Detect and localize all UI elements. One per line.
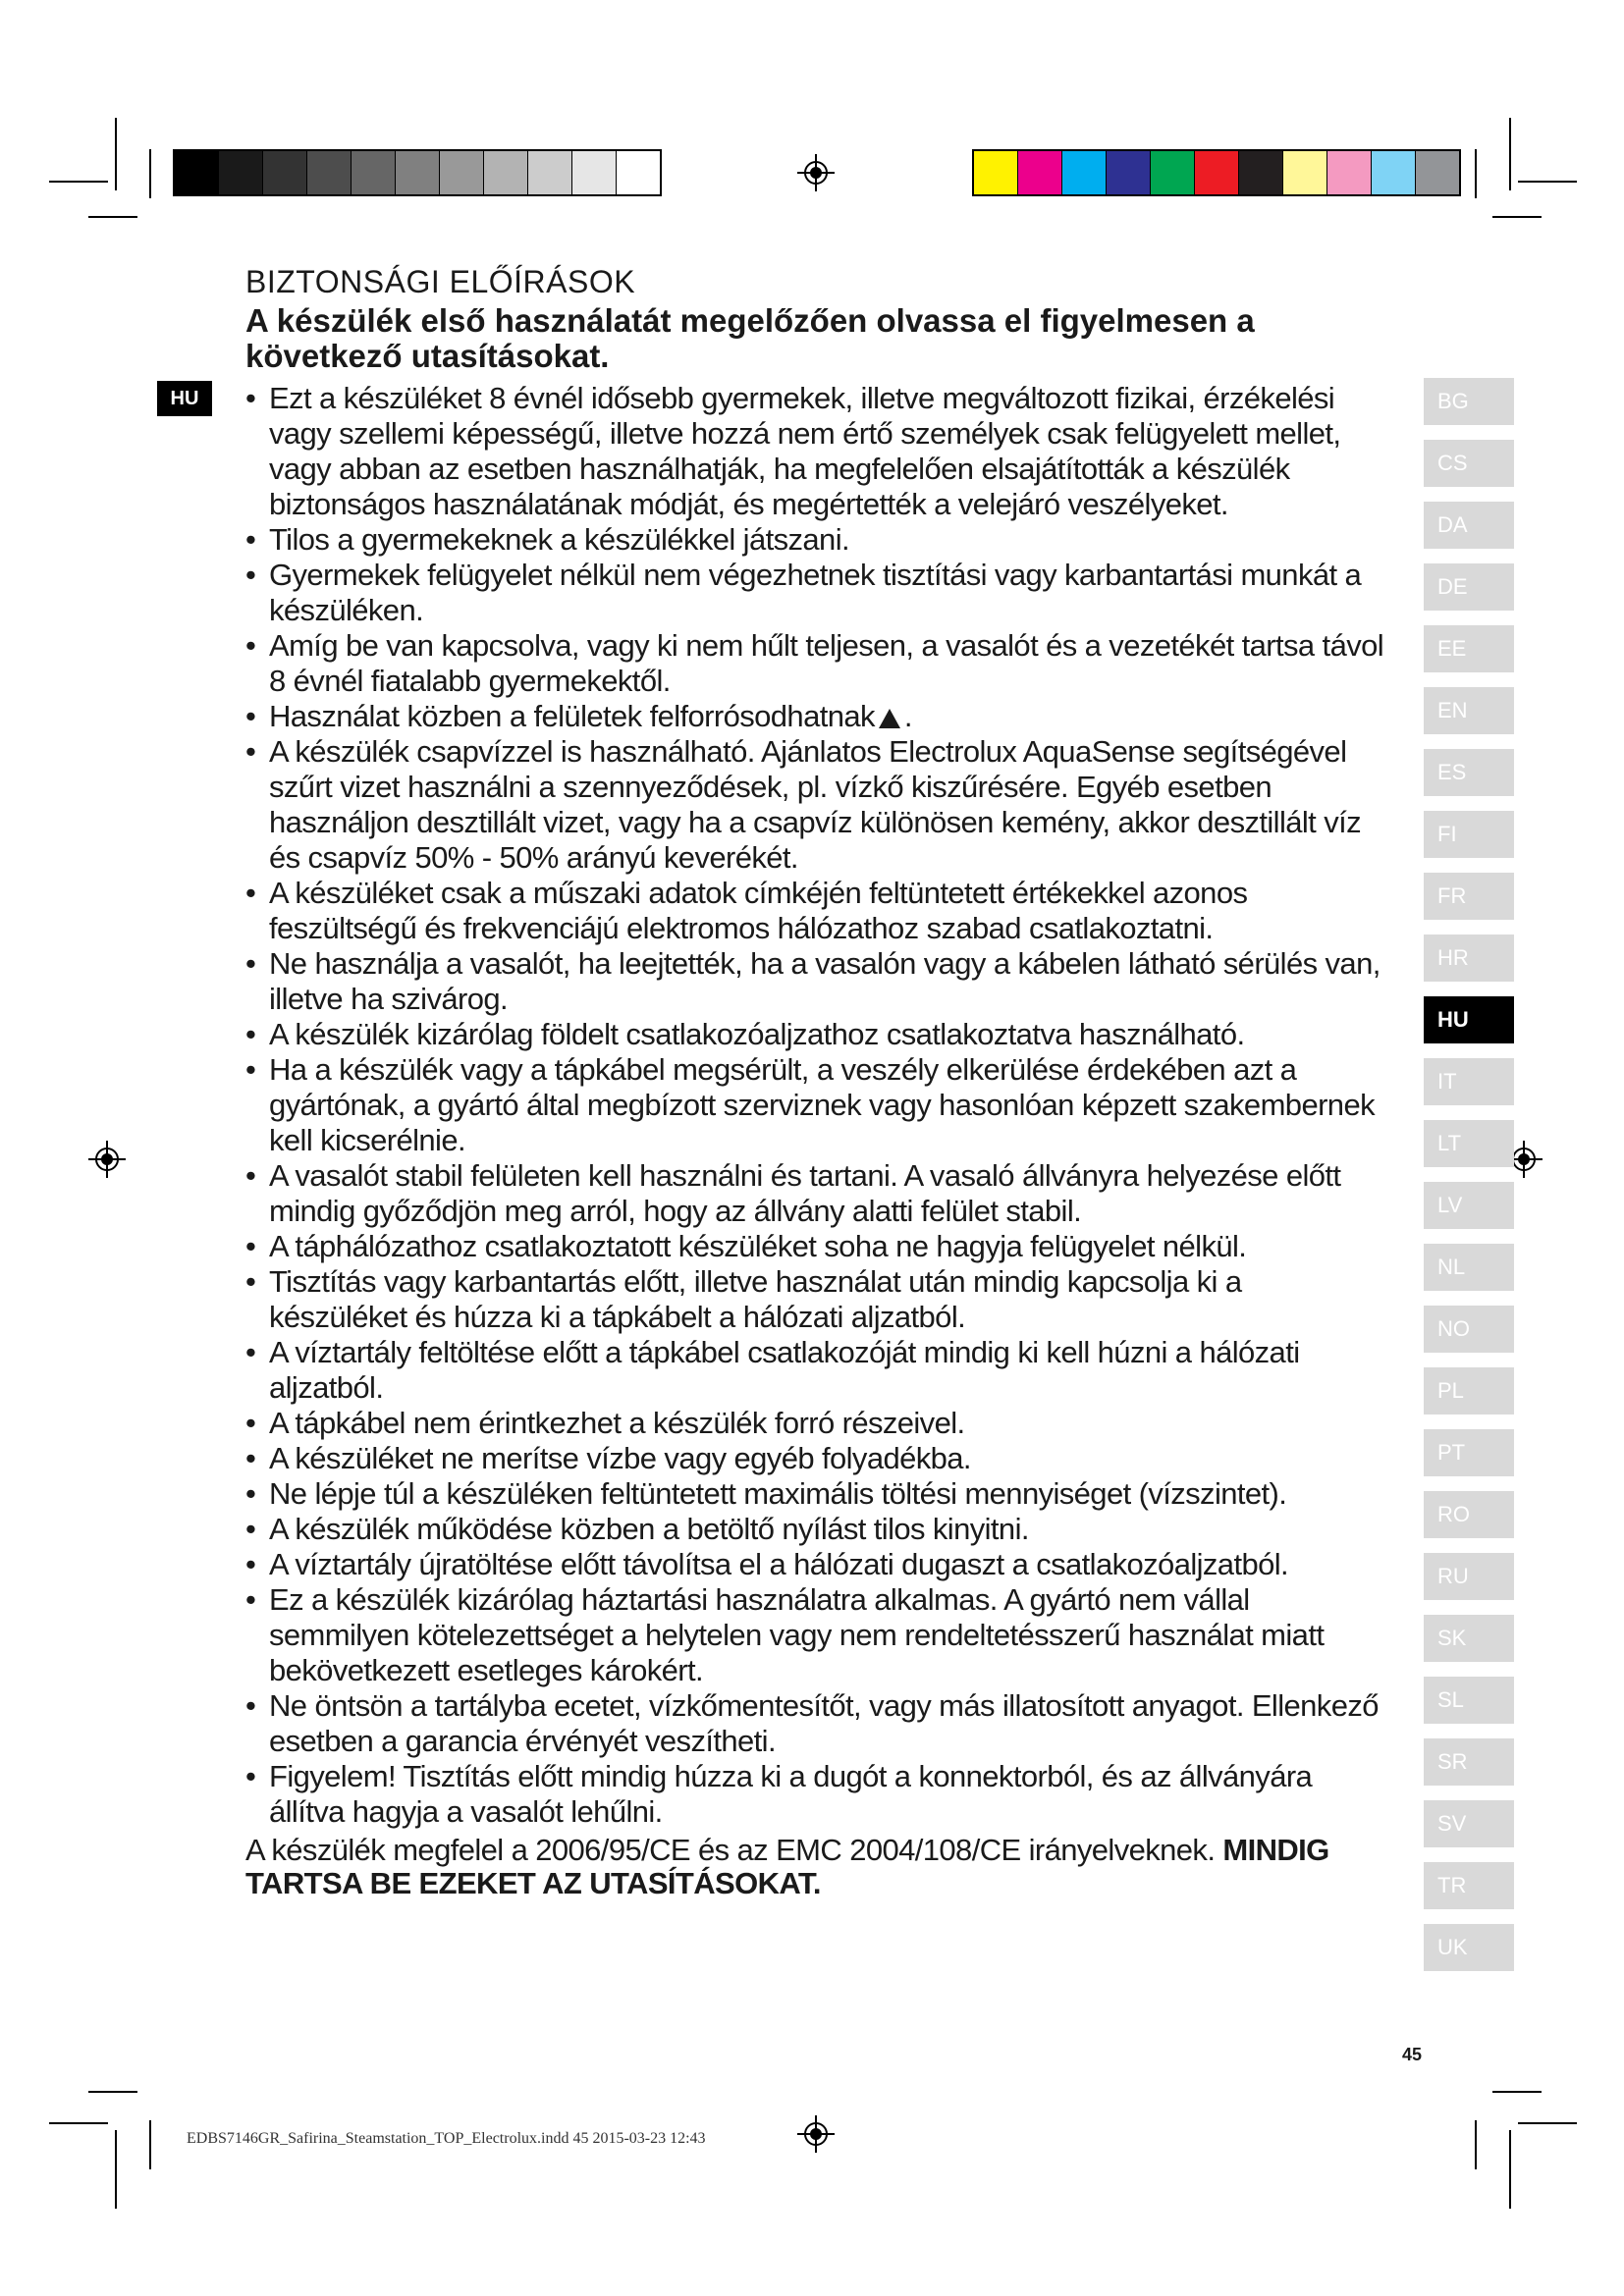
crop-mark (1475, 2120, 1477, 2169)
language-tab-hr: HR (1424, 934, 1514, 982)
bullet-mark: • (245, 627, 256, 663)
bullet-mark: • (245, 557, 256, 592)
crop-mark (1518, 181, 1577, 183)
safety-bullet (245, 1406, 1384, 1441)
bullet-mark: • (245, 1016, 256, 1051)
safety-bullet (245, 1264, 1384, 1335)
bullet-mark: • (245, 875, 256, 910)
bullet-mark: • (245, 1157, 256, 1193)
registration-mark-icon (88, 1141, 126, 1178)
safety-bullet (245, 1547, 1384, 1582)
language-tab-lt: LT (1424, 1120, 1514, 1167)
language-tab-pl: PL (1424, 1367, 1514, 1415)
language-tab-it: IT (1424, 1058, 1514, 1105)
crop-mark (88, 2091, 137, 2093)
language-tab-ee: EE (1424, 625, 1514, 672)
safety-bullet (245, 1052, 1384, 1158)
bullet-text: A tápkábel nem érintkezhet a készülék forró részeivel. (269, 1405, 965, 1440)
side-language-tag: HU (157, 381, 212, 416)
language-tab-tr: TR (1424, 1862, 1514, 1909)
language-tab-no: NO (1424, 1306, 1514, 1353)
color-swatch (1326, 151, 1371, 194)
crop-mark (49, 2122, 108, 2124)
crop-mark (115, 2130, 117, 2209)
safety-instructions-list (245, 381, 1384, 1830)
gray-swatch (616, 151, 660, 194)
bullet-text: Tilos a gyermekeknek a készülékkel játszani. (269, 521, 849, 557)
bullet-text: A táphálózathoz csatlakoztatott készüléket soha ne hagyja felügyelet nélkül. (269, 1228, 1247, 1263)
bullet-text: A készülék kizárólag földelt csatlakozóaljzathoz csatlakoztatva használható. (269, 1016, 1245, 1051)
color-calibration-bar (972, 149, 1461, 196)
language-tab-fr: FR (1424, 873, 1514, 920)
language-tab-sl: SL (1424, 1677, 1514, 1724)
bullet-text: A készülék csapvízzel is használható. Ajánlatos Electrolux AquaSense segítségével szűrt vizet használni a szennyeződések, pl. vízkő kiszűrésére. Egyéb esetben használjon desztillált vizet, vagy ha a csapvíz különösen kemény, akkor desztillált víz és csapvíz 50% - 50% arányú keverékét. (269, 733, 1362, 875)
bullet-mark: • (245, 521, 256, 557)
bullet-text: A vasalót stabil felületen kell használni és tartani. A vasaló állványra helyezése előtt mindig győződjön meg arról, hogy az állvány alatti felület stabil. (269, 1157, 1341, 1228)
bullet-mark: • (245, 733, 256, 769)
color-swatch (1194, 151, 1238, 194)
bullet-text: Gyermekek felügyelet nélkül nem végezhetnek tisztítási vagy karbantartási munkát a készüléken. (269, 557, 1362, 627)
page-number: 45 (1402, 2045, 1423, 2064)
compliance-text: A készülék megfelel a 2006/95/CE és az EMC 2004/108/CE irányelveknek. (245, 1832, 1223, 1867)
bullet-mark: • (245, 380, 256, 415)
safety-bullet (245, 1688, 1384, 1759)
language-tab-sk: SK (1424, 1615, 1514, 1662)
registration-mark-icon (797, 154, 835, 191)
gray-swatch (175, 151, 218, 194)
bullet-text: Tisztítás vagy karbantartás előtt, illetve használat után mindig kapcsolja ki a készüléket és húzza ki a tápkábelt a hálózati aljzatból. (269, 1263, 1242, 1334)
safety-bullet (245, 876, 1384, 946)
crop-mark (1509, 118, 1511, 190)
crop-mark (149, 149, 151, 198)
safety-bullet (245, 558, 1384, 628)
safety-bullet (245, 1158, 1384, 1229)
color-swatch (1371, 151, 1415, 194)
language-tab-sr: SR (1424, 1738, 1514, 1786)
bullet-mark: • (245, 1511, 256, 1546)
safety-bullet (245, 699, 1384, 734)
language-tab-da: DA (1424, 502, 1514, 549)
bullet-text: Ne használja a vasalót, ha leejtették, ha a vasalón vagy a kábelen látható sérülés van, illetve ha szivárog. (269, 945, 1380, 1016)
safety-bullet (245, 381, 1384, 522)
bullet-text: Ne lépje túl a készüléken feltüntetett maximális töltési mennyiséget (vízszintet). (269, 1475, 1287, 1511)
bullet-text: A készülék működése közben a betöltő nyílást tilos kinyitni. (269, 1511, 1029, 1546)
language-tabs (1424, 378, 1514, 1986)
safety-bullet (245, 1017, 1384, 1052)
language-tab-pt: PT (1424, 1429, 1514, 1476)
color-swatch (1415, 151, 1459, 194)
safety-bullet (245, 1441, 1384, 1476)
bullet-mark: • (245, 1051, 256, 1087)
gray-swatch (218, 151, 262, 194)
bullet-mark: • (245, 1405, 256, 1440)
crop-mark (49, 181, 108, 183)
language-tab-de: DE (1424, 563, 1514, 611)
bullet-mark: • (245, 945, 256, 981)
bullet-text: A víztartály feltöltése előtt a tápkábel csatlakozóját mindig ki kell húzni a hálózati aljzatból. (269, 1334, 1300, 1405)
gray-swatch (527, 151, 571, 194)
gray-swatch (439, 151, 483, 194)
registration-mark-icon (797, 2115, 835, 2153)
bullet-mark: • (245, 1440, 256, 1475)
bullet-text: A víztartály újratöltése előtt távolítsa el a hálózati dugaszt a csatlakozóaljzatból. (269, 1546, 1289, 1581)
gray-swatch (351, 151, 395, 194)
crop-mark (1509, 2130, 1511, 2209)
bullet-mark: • (245, 698, 256, 733)
safety-bullet (245, 1476, 1384, 1512)
crop-mark (1492, 2091, 1542, 2093)
crop-mark (149, 2120, 151, 2169)
page-heading: BIZTONSÁGI ELŐÍRÁSOK (245, 264, 636, 299)
bullet-text: A készüléket csak a műszaki adatok címkéjén feltüntetett értékekkel azonos feszültségű és frekvenciájú elektromos hálózathoz szabad csatlakoztatni. (269, 875, 1248, 945)
gray-swatch (571, 151, 616, 194)
gray-swatch (483, 151, 527, 194)
bullet-text: Ezt a készüléket 8 évnél idősebb gyermekek, illetve megváltozott fizikai, érzékelési vagy szellemi képességű, illetve hozzá nem értő személyek csak felügyelett mellet, vagy abban az esetben használhatják, ha megfelelően elsajátították a készülék biztonságos használatának módját, és megértették a velejáró veszélyeket. (269, 380, 1341, 521)
crop-mark (1518, 2122, 1577, 2124)
bullet-mark: • (245, 1334, 256, 1369)
language-tab-hu: HU (1424, 996, 1514, 1043)
compliance-emphasis: MINDIG TARTSA BE EZEKET AZ UTASÍTÁSOKAT. (245, 1832, 1329, 1900)
bullet-mark: • (245, 1581, 256, 1617)
bullet-text: Amíg be van kapcsolva, vagy ki nem hűlt teljesen, a vasalót és a vezetékét tartsa távol 8 évnél fiatalabb gyermekektől. (269, 627, 1384, 698)
bullet-text: A készüléket ne merítse vízbe vagy egyéb folyadékba. (269, 1440, 971, 1475)
grayscale-calibration-bar (173, 149, 662, 196)
color-swatch (974, 151, 1017, 194)
color-swatch (1061, 151, 1106, 194)
safety-bullet (245, 1759, 1384, 1830)
bullet-suffix: . (903, 698, 912, 733)
language-tab-bg: BG (1424, 378, 1514, 425)
bullet-text: Ez a készülék kizárólag háztartási használatra alkalmas. A gyártó nem vállal semmilyen kötelezettséget a helytelen vagy nem rendeltetésszerű használat miatt bekövetkezett esetleges károkért. (269, 1581, 1325, 1687)
language-tab-ru: RU (1424, 1553, 1514, 1600)
bullet-text: Használat közben a felületek felforrósodhatnak (269, 698, 875, 733)
language-tab-ro: RO (1424, 1491, 1514, 1538)
safety-bullet (245, 1335, 1384, 1406)
color-swatch (1150, 151, 1194, 194)
bullet-text: Figyelem! Tisztítás előtt mindig húzza ki a dugót a konnektorból, és az állványára állítva hagyja a vasalót lehűlni. (269, 1758, 1313, 1829)
safety-bullet (245, 628, 1384, 699)
safety-bullet (245, 1582, 1384, 1688)
safety-bullet (245, 1229, 1384, 1264)
bullet-mark: • (245, 1758, 256, 1793)
color-swatch (1282, 151, 1326, 194)
page-subheading: A készülék első használatát megelőzően olvassa el figyelmesen a következő utasításokat. (245, 302, 1255, 375)
gray-swatch (395, 151, 439, 194)
gray-swatch (306, 151, 351, 194)
safety-bullet (245, 946, 1384, 1017)
color-swatch (1017, 151, 1061, 194)
bullet-text: Ha a készülék vagy a tápkábel megsérült, a veszély elkerülése érdekében azt a gyártónak, a gyártó által megbízott szerviznek vagy hasonlóan képzett szakembernek kell kicserélnie. (269, 1051, 1375, 1157)
language-tab-nl: NL (1424, 1244, 1514, 1291)
hot-surface-warning-icon (879, 709, 900, 728)
bullet-mark: • (245, 1263, 256, 1299)
crop-mark (1475, 149, 1477, 198)
bullet-mark: • (245, 1475, 256, 1511)
safety-bullet (245, 1512, 1384, 1547)
language-tab-en: EN (1424, 687, 1514, 734)
crop-mark (115, 118, 117, 190)
language-tab-lv: LV (1424, 1182, 1514, 1229)
language-tab-sv: SV (1424, 1800, 1514, 1847)
bullet-mark: • (245, 1228, 256, 1263)
color-swatch (1106, 151, 1150, 194)
language-tab-uk: UK (1424, 1924, 1514, 1971)
color-swatch (1238, 151, 1282, 194)
bullet-text: Ne öntsön a tartályba ecetet, vízkőmentesítőt, vagy más illatosított anyagot. Ellenkező esetben a garancia érvényét veszítheti. (269, 1687, 1379, 1758)
bullet-mark: • (245, 1687, 256, 1723)
print-footer: EDBS7146GR_Safirina_Steamstation_TOP_Electrolux.indd 45 2015-03-23 12:43 (187, 2130, 706, 2147)
language-tab-es: ES (1424, 749, 1514, 796)
crop-mark (1492, 216, 1542, 218)
safety-bullet (245, 734, 1384, 876)
compliance-statement (245, 1834, 1384, 1900)
bullet-mark: • (245, 1546, 256, 1581)
language-tab-fi: FI (1424, 811, 1514, 858)
safety-bullet (245, 522, 1384, 558)
language-tab-cs: CS (1424, 440, 1514, 487)
crop-mark (88, 216, 137, 218)
main-content (245, 265, 1384, 1900)
gray-swatch (262, 151, 306, 194)
